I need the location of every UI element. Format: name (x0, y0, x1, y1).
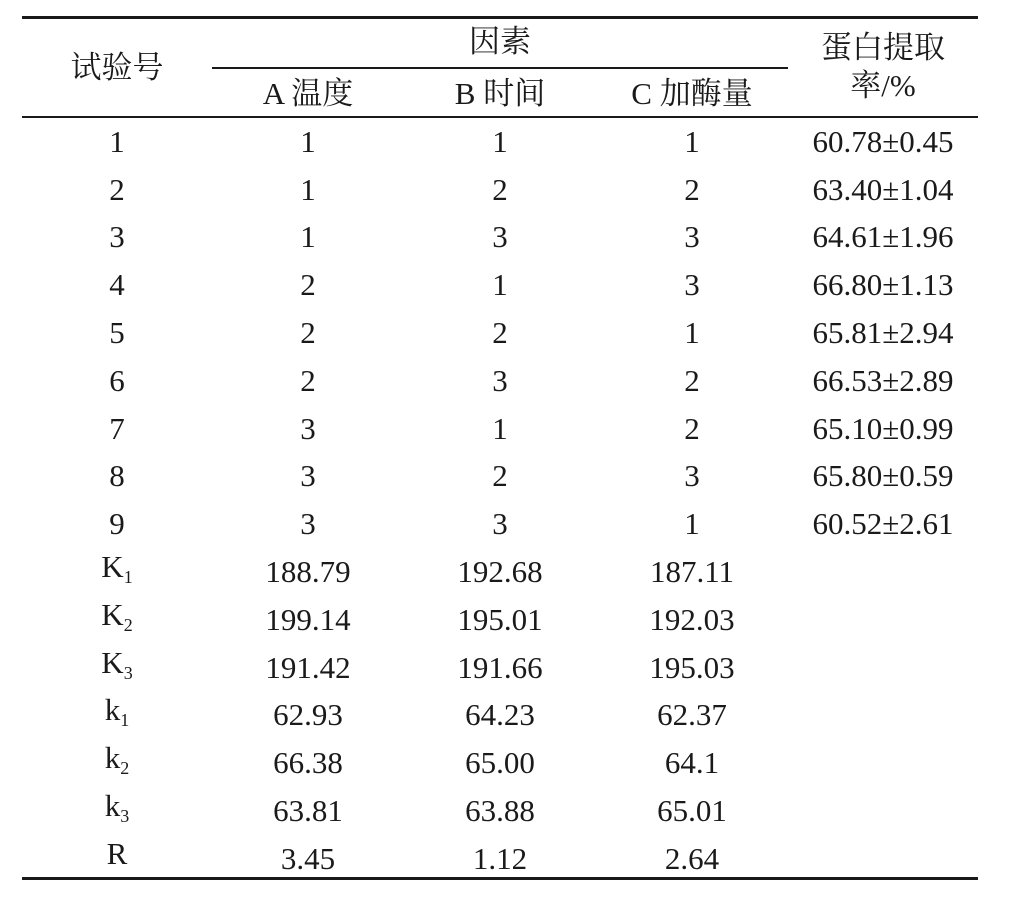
cell-trial-no: 8 (109, 458, 125, 494)
stat-label-subscript: 1 (120, 710, 130, 731)
cell-factor-b: 1 (492, 123, 508, 159)
stat-label (22, 646, 212, 690)
cell-factor-c: 2 (684, 410, 700, 446)
cell-trial-no: 4 (109, 267, 125, 303)
cell-factor-c: 2 (684, 362, 700, 398)
header-protein-line2: 率/% (850, 68, 916, 103)
cell-factor-a: 1 (300, 123, 316, 159)
stat-factor-a: 62.93 (273, 697, 343, 733)
stat-label (22, 789, 212, 833)
table-header (22, 19, 978, 116)
stat-row (22, 835, 978, 883)
cell-trial-no: 2 (109, 171, 125, 207)
cell-factor-c: 1 (684, 315, 700, 351)
stat-label-base: k (104, 740, 121, 776)
stat-factor-a: 191.42 (265, 649, 351, 685)
stat-label-base: k (104, 788, 121, 824)
stat-label-subscript: 2 (120, 758, 130, 779)
cell-protein-rate: 65.80±0.59 (812, 458, 954, 494)
cell-protein-rate: 65.10±0.99 (812, 410, 954, 446)
stat-row (22, 596, 978, 644)
header-protein-line1: 蛋白提取 (821, 30, 945, 65)
table-row (22, 166, 978, 214)
cell-factor-b: 2 (492, 171, 508, 207)
header-factor-a: A 温度 (262, 76, 354, 111)
stat-factor-b: 65.00 (465, 745, 535, 781)
cell-factor-c: 2 (684, 171, 700, 207)
stat-label (22, 741, 212, 785)
cell-protein-rate: 66.80±1.13 (812, 267, 954, 303)
cell-factor-b: 3 (492, 362, 508, 398)
cell-factor-a: 2 (300, 362, 316, 398)
stat-label-subscript: 2 (123, 614, 133, 635)
stat-label (22, 550, 212, 594)
table-row (22, 357, 978, 405)
cell-factor-b: 2 (492, 458, 508, 494)
stat-factor-c: 62.37 (657, 697, 727, 733)
cell-factor-a: 3 (300, 458, 316, 494)
stat-label (22, 837, 212, 881)
table-body (22, 118, 978, 883)
cell-trial-no: 3 (109, 219, 125, 255)
cell-factor-c: 1 (684, 506, 700, 542)
stat-factor-a: 66.38 (273, 745, 343, 781)
stat-factor-a: 3.45 (280, 840, 336, 876)
stat-factor-b: 1.12 (472, 840, 528, 876)
table-row (22, 405, 978, 453)
stat-row (22, 787, 978, 835)
stat-factor-b: 195.01 (457, 601, 543, 637)
stat-label (22, 598, 212, 642)
stat-label-base: K (101, 644, 124, 680)
cell-protein-rate: 60.52±2.61 (812, 506, 954, 542)
cell-factor-a: 3 (300, 410, 316, 446)
header-protein-rate (788, 29, 978, 105)
stat-label-subscript: 3 (123, 662, 133, 683)
cell-factor-b: 3 (492, 506, 508, 542)
cell-trial-no: 9 (109, 506, 125, 542)
cell-protein-rate: 63.40±1.04 (812, 171, 954, 207)
cell-factor-c: 1 (684, 123, 700, 159)
stat-factor-a: 63.81 (273, 793, 343, 829)
stat-label-base: K (101, 596, 124, 632)
stat-factor-b: 192.68 (457, 554, 543, 590)
cell-factor-a: 2 (300, 267, 316, 303)
stat-row (22, 548, 978, 596)
cell-trial-no: 6 (109, 362, 125, 398)
table-bottom-rule (22, 877, 978, 880)
cell-trial-no: 5 (109, 315, 125, 351)
cell-factor-b: 2 (492, 315, 508, 351)
stat-row (22, 739, 978, 787)
stat-label-base: K (101, 549, 124, 585)
cell-factor-a: 1 (300, 171, 316, 207)
table-row (22, 500, 978, 548)
table-row (22, 261, 978, 309)
stat-factor-b: 191.66 (457, 649, 543, 685)
stat-factor-c: 195.03 (649, 649, 735, 685)
header-trial-no: 试验号 (70, 50, 164, 85)
stat-factor-b: 63.88 (465, 793, 535, 829)
table-row (22, 453, 978, 501)
header-factor-group: 因素 (469, 24, 531, 59)
stat-label-subscript: 3 (120, 806, 130, 827)
stat-label (22, 693, 212, 737)
cell-protein-rate: 60.78±0.45 (812, 123, 954, 159)
cell-protein-rate: 66.53±2.89 (812, 362, 954, 398)
stat-factor-c: 2.64 (664, 840, 720, 876)
cell-factor-c: 3 (684, 219, 700, 255)
header-factor-b: B 时间 (454, 76, 546, 111)
cell-factor-c: 3 (684, 458, 700, 494)
cell-protein-rate: 64.61±1.96 (812, 219, 954, 255)
cell-factor-a: 2 (300, 315, 316, 351)
stat-row (22, 692, 978, 740)
stat-row (22, 644, 978, 692)
stat-factor-b: 64.23 (465, 697, 535, 733)
cell-trial-no: 7 (109, 410, 125, 446)
cell-factor-a: 1 (300, 219, 316, 255)
header-factor-rule (212, 67, 788, 69)
table-row (22, 309, 978, 357)
stat-factor-c: 65.01 (657, 793, 727, 829)
cell-factor-a: 3 (300, 506, 316, 542)
stat-factor-a: 199.14 (265, 601, 351, 637)
cell-factor-b: 3 (492, 219, 508, 255)
header-factor-c: C 加酶量 (631, 76, 753, 111)
orthogonal-test-table (22, 16, 978, 883)
cell-factor-c: 3 (684, 267, 700, 303)
stat-factor-a: 188.79 (265, 554, 351, 590)
cell-trial-no: 1 (109, 123, 125, 159)
cell-factor-b: 1 (492, 410, 508, 446)
stat-label-subscript: 1 (123, 567, 133, 588)
stat-label-base: k (104, 692, 121, 728)
stat-factor-c: 192.03 (649, 601, 735, 637)
table-row (22, 118, 978, 166)
stat-factor-c: 64.1 (664, 745, 720, 781)
table-row (22, 214, 978, 262)
stat-factor-c: 187.11 (649, 554, 735, 590)
stat-label-base: R (106, 835, 128, 871)
cell-factor-b: 1 (492, 267, 508, 303)
cell-protein-rate: 65.81±2.94 (812, 315, 954, 351)
